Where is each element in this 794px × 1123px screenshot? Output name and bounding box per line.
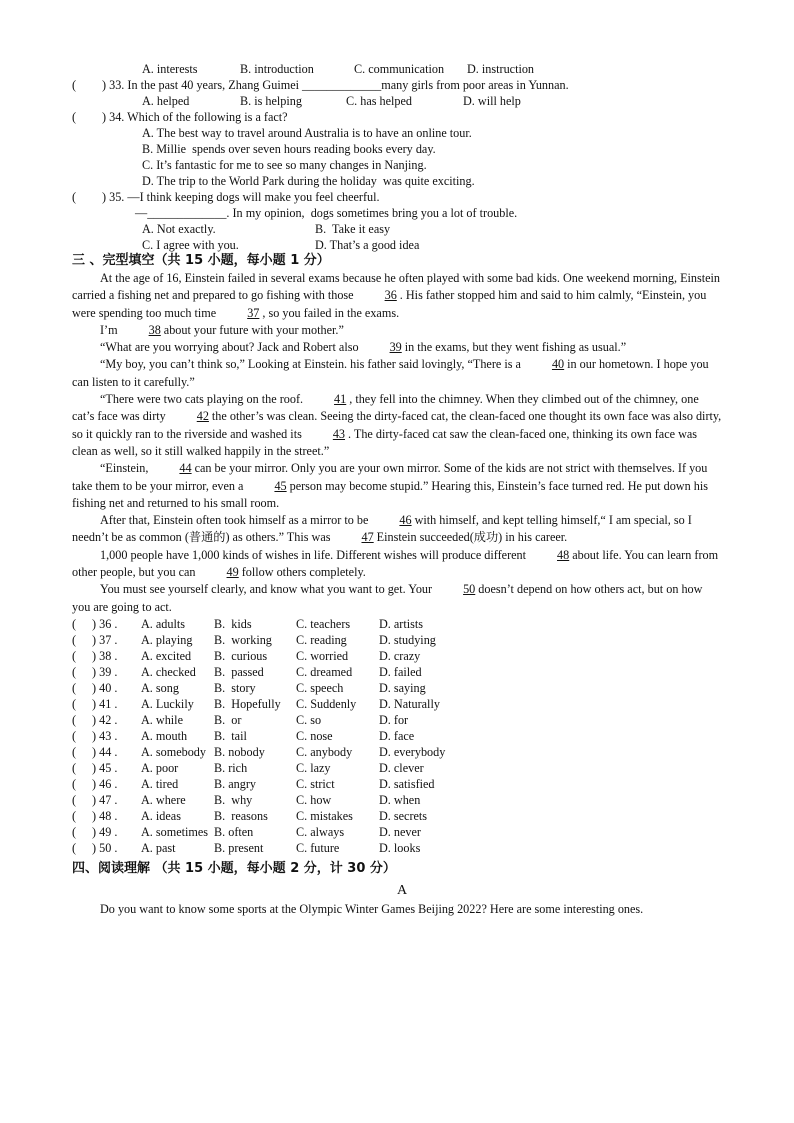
q33-option-a: A. helped [142, 94, 190, 108]
q33-option-c: C. has helped [346, 94, 413, 108]
passage-text: After that, Einstein often took himself as a mirror to be [100, 513, 369, 528]
question-number: ) 49 . [92, 825, 118, 839]
option-c: C. mistakes [296, 809, 353, 823]
cloze-blank: 39 [389, 340, 402, 355]
answer-paren: ( [72, 78, 77, 92]
passage-text: “There were two cats playing on the roof. [100, 392, 304, 407]
option-d: D. looks [379, 841, 421, 855]
cloze-blank: 43 [332, 426, 346, 441]
option-b: B. rich [214, 761, 248, 775]
q33-stem [102, 77, 569, 93]
option-c: C. strict [296, 777, 335, 791]
cloze-passage [72, 270, 722, 616]
question-number: ) 38 . [92, 649, 118, 663]
passage-text: about your future with your mother.” [163, 322, 344, 337]
option-b: B. often [214, 825, 254, 839]
cloze-blank: 37 [247, 305, 260, 320]
question-number: ) 42 . [92, 713, 118, 727]
question-number: ) 45 . [92, 761, 118, 775]
option-d: D. studying [379, 633, 436, 647]
answer-paren: ( [72, 745, 77, 759]
option-a: A. song [141, 681, 179, 695]
option-c: C. Suddenly [296, 697, 357, 711]
question-number: ) 44 . [92, 745, 118, 759]
passage-paragraph [72, 547, 722, 582]
q32-option-b: B. introduction [240, 62, 314, 76]
option-b: B. kids [214, 617, 252, 631]
passage-paragraph [72, 460, 722, 512]
question-number: ) 47 . [92, 793, 118, 807]
answer-paren: ( [72, 633, 77, 647]
option-d: D. clever [379, 761, 424, 775]
passage-text: doesn’t depend on how others act, but on how you are going to act. [72, 582, 703, 614]
passage-text: 1,000 people have 1,000 kinds of wishes in life. Different wishes will produce different [100, 547, 527, 562]
q35-option-a: A. Not exactly. [142, 222, 216, 236]
answer-paren: ( [72, 729, 77, 743]
cloze-blank: 46 [399, 513, 412, 528]
answer-paren: ( [72, 841, 77, 855]
option-d: D. face [379, 729, 415, 743]
question-number: ) 41 . [92, 697, 118, 711]
option-b: B. tail [214, 729, 247, 743]
option-a: A. sometimes [141, 825, 209, 839]
q35-reply [135, 205, 517, 221]
q35-number: ) 35. [102, 190, 125, 204]
answer-paren: ( [72, 825, 77, 839]
question-number: ) 46 . [92, 777, 118, 791]
option-b: B. story [214, 681, 256, 695]
option-b: B. or [214, 713, 242, 727]
option-c: C. lazy [296, 761, 331, 775]
answer-paren: ( [72, 777, 77, 791]
option-b: B. Hopefully [214, 697, 281, 711]
cloze-blank: 38 [148, 322, 161, 337]
option-d: D. satisfied [379, 777, 435, 791]
passage-paragraph [72, 339, 722, 356]
option-d: D. everybody [379, 745, 446, 759]
q35-text: —I think keeping dogs will make you feel cheerful. [127, 190, 380, 204]
cloze-blank: 49 [226, 565, 239, 580]
option-a: A. somebody [141, 745, 206, 759]
passage-paragraph [72, 356, 722, 391]
passage-text: You must see yourself clearly, and know what you want to get. Your [100, 582, 433, 597]
passage-paragraph [72, 391, 722, 460]
option-b: B. curious [214, 649, 268, 663]
option-a: A. Luckily [141, 697, 194, 711]
passage-text: . His father stopped him and said to him calmly, “Einstein, you were spending too much time [72, 288, 707, 320]
question-number: ) 50 . [92, 841, 118, 855]
option-c: C. teachers [296, 617, 351, 631]
answer-paren: ( [72, 713, 77, 727]
option-b: B. passed [214, 665, 264, 679]
passage-text: . The dirty-faced cat saw the clean-faced one, thinking its own face was clean as well, so it still walked happily in the street.” [72, 426, 698, 458]
cloze-blank: 50 [463, 582, 476, 597]
section3-heading: 三 、完型填空（共 15 小题，每小题 1 分） [72, 253, 330, 268]
q32-option-a: A. interests [142, 62, 198, 76]
question-number: ) 39 . [92, 665, 118, 679]
answer-paren: ( [72, 617, 77, 631]
option-d: D. crazy [379, 649, 421, 663]
option-c: C. dreamed [296, 665, 353, 679]
answer-paren: ( [72, 665, 77, 679]
q35-option-d: D. That’s a good idea [315, 238, 420, 252]
passage-paragraph [72, 512, 722, 547]
cloze-blank: 42 [196, 409, 209, 424]
question-number: ) 48 . [92, 809, 118, 823]
option-a: A. playing [141, 633, 193, 647]
q33-text-before: In the past 40 years, Zhang Guimei [127, 78, 303, 92]
option-d: D. secrets [379, 809, 428, 823]
answer-paren: ( [72, 809, 77, 823]
answer-paren: ( [72, 697, 77, 711]
passage-text: person may become stupid.” Hearing this, Einstein’s face turned red. He put down his fishing net and returned to his small room. [72, 478, 708, 510]
question-number: ) 37 . [92, 633, 118, 647]
passage-paragraph [72, 270, 722, 322]
q33-text-after: many girls from poor areas in Yunnan. [381, 78, 569, 92]
q35-option-b: B. Take it easy [315, 222, 391, 236]
option-d: D. artists [379, 617, 424, 631]
q34-number: ) 34. [102, 110, 125, 124]
option-c: C. always [296, 825, 345, 839]
passage-paragraph [72, 322, 722, 339]
option-d: D. when [379, 793, 421, 807]
passage-text: “Einstein, [100, 461, 149, 476]
option-d: D. Naturally [379, 697, 440, 711]
q35-option-c: C. I agree with you. [142, 238, 239, 252]
q34-stem [102, 109, 288, 125]
answer-paren: ( [72, 761, 77, 775]
q34-option-d: D. The trip to the World Park during the holiday was quite exciting. [142, 174, 475, 188]
passage-text: about life. You can learn from other people, but you can [72, 547, 719, 580]
passage-text: the other’s was clean. Seeing the dirty-faced cat, the clean-faced one thought its own face was also dirty, so it quickly ran to the riverside and washed its [72, 409, 722, 441]
q34-option-a: A. The best way to travel around Australia is to have an online tour. [142, 126, 472, 140]
cloze-blank: 40 [551, 357, 565, 372]
q35-reply-dash: — [135, 206, 148, 220]
passage-text: follow others completely. [241, 565, 366, 580]
passage-text: can be your mirror. Only you are your own mirror. Some of the kids are not strict with themselves. If you take them to be your mirror, even a [72, 461, 708, 493]
option-a: A. while [141, 713, 183, 727]
option-b: B. why [214, 793, 253, 807]
cloze-blank: 48 [557, 547, 570, 562]
q34-option-b: B. Millie spends over seven hours reading books every day. [142, 142, 436, 156]
section4-heading: 四、阅读理解 （共 15 小题，每小题 2 分，计 30 分） [72, 861, 396, 876]
answer-paren: ( [72, 190, 77, 204]
passage-text: , so you failed in the exams. [262, 305, 400, 320]
option-c: C. anybody [296, 745, 353, 759]
q35-blank: _____________ [147, 206, 227, 220]
option-a: A. checked [141, 665, 196, 679]
passage-text: , they fell into the chimney. When they climbed out of the chimney, one cat’s face was dirty [72, 392, 699, 424]
passage-text: “What are you worrying about? Jack and Robert also [100, 340, 359, 355]
option-a: A. excited [141, 649, 192, 663]
option-c: C. worried [296, 649, 349, 663]
section-a-intro-text: Do you want to know some sports at the Olympic Winter Games Beijing 2022? Here are some interesting ones. [100, 902, 644, 916]
option-c: C. reading [296, 633, 347, 647]
option-d: D. for [379, 713, 409, 727]
section-a-intro [72, 901, 722, 918]
q35-stem [102, 189, 380, 205]
option-b: B. angry [214, 777, 256, 791]
question-number: ) 36 . [92, 617, 118, 631]
passage-text: I’m [100, 322, 118, 337]
q32-option-d: D. instruction [467, 62, 535, 76]
passage-text: Einstein succeeded(成功) in his career. [376, 530, 568, 545]
answer-paren: ( [72, 649, 77, 663]
option-d: D. saying [379, 681, 426, 695]
question-number: ) 43 . [92, 729, 118, 743]
passage-text: At the age of 16, Einstein failed in several exams because he often played with some bad kids. One weekend morning, Einstein carried a fishing net and prepared to go fishing with those [72, 271, 721, 303]
answer-paren: ( [72, 793, 77, 807]
answer-paren: ( [72, 681, 77, 695]
cloze-blank: 45 [274, 478, 287, 493]
passage-paragraph [72, 581, 722, 616]
option-c: C. so [296, 713, 322, 727]
option-c: C. nose [296, 729, 333, 743]
answer-paren: ( [72, 110, 77, 124]
option-c: C. speech [296, 681, 344, 695]
option-a: A. poor [141, 761, 179, 775]
q33-option-b: B. is helping [240, 94, 302, 108]
passage-text: with himself, and kept telling himself,“ I am special, so I needn’t be as common (普通的) as others.” This was [72, 513, 692, 545]
section-a-label: A [396, 883, 408, 898]
passage-text: in the exams, but they went fishing as usual.” [404, 340, 627, 355]
q33-option-d: D. will help [463, 94, 521, 108]
passage-text: in our hometown. I hope you can listen to it carefully.” [72, 357, 709, 389]
option-b: B. nobody [214, 745, 265, 759]
q34-option-c: C. It’s fantastic for me to see so many changes in Nanjing. [142, 158, 427, 172]
q33-number: ) 33. [102, 78, 125, 92]
option-a: A. mouth [141, 729, 188, 743]
option-a: A. ideas [141, 809, 181, 823]
option-b: B. reasons [214, 809, 268, 823]
cloze-blank: 44 [179, 461, 192, 476]
cloze-blank: 36 [384, 288, 397, 303]
option-a: A. tired [141, 777, 179, 791]
option-c: C. how [296, 793, 332, 807]
q32-option-c: C. communication [354, 62, 445, 76]
passage-text: “My boy, you can’t think so,” Looking at Einstein. his father said lovingly, “There is a [100, 357, 521, 372]
option-a: A. where [141, 793, 186, 807]
question-number: ) 40 . [92, 681, 118, 695]
option-b: B. present [214, 841, 264, 855]
option-d: D. never [379, 825, 421, 839]
q34-text: Which of the following is a fact? [127, 110, 288, 124]
cloze-blank: 47 [361, 530, 374, 545]
option-d: D. failed [379, 665, 422, 679]
option-c: C. future [296, 841, 340, 855]
cloze-blank: 41 [334, 392, 347, 407]
option-b: B. working [214, 633, 272, 647]
q35-reply-text: . In my opinion, dogs sometimes bring you a lot of trouble. [226, 206, 518, 220]
q33-blank: _____________ [302, 78, 382, 92]
option-a: A. past [141, 841, 176, 855]
option-a: A. adults [141, 617, 186, 631]
